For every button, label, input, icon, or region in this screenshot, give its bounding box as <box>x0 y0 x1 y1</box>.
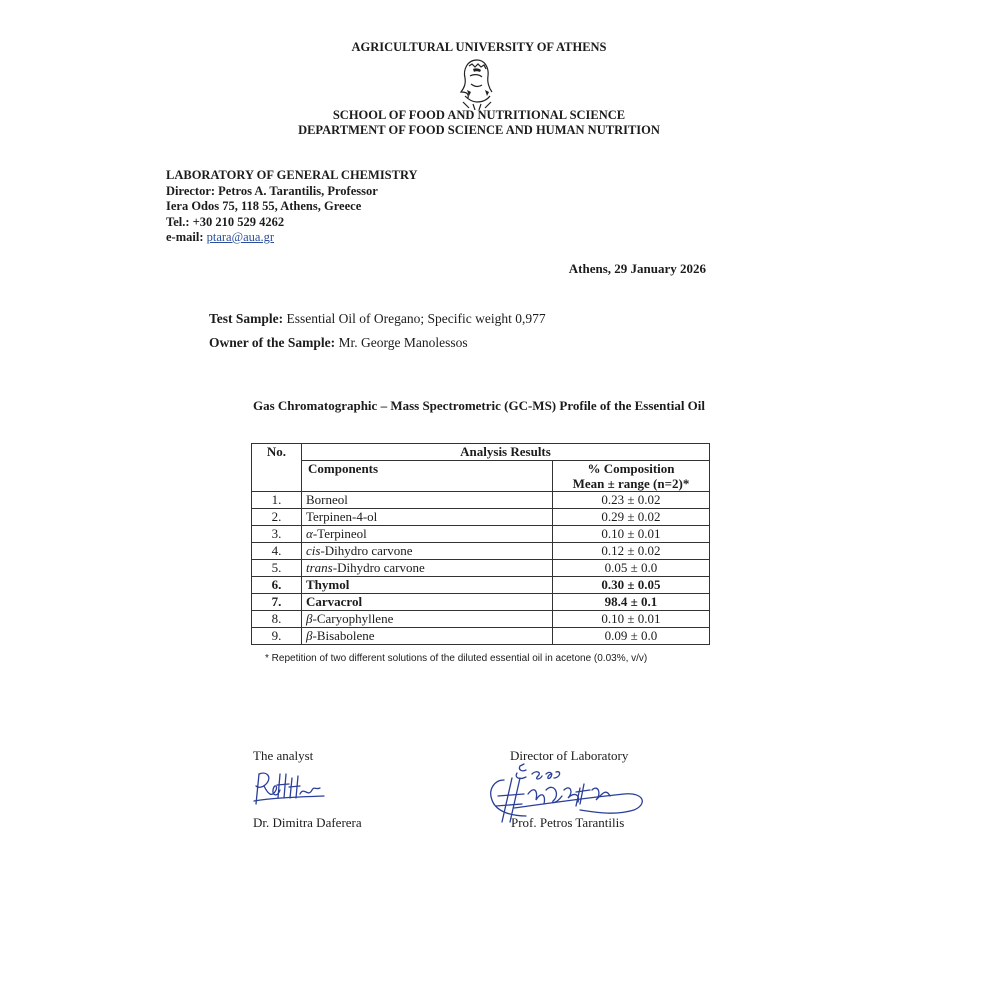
component-name <box>302 560 553 577</box>
row-number: 9. <box>252 628 302 645</box>
component-label: -Caryophyllene <box>312 611 394 626</box>
component-label: -Dihydro carvone <box>320 543 413 558</box>
component-name <box>302 492 553 509</box>
component-label: -Terpineol <box>312 526 367 541</box>
component-label: Borneol <box>306 492 348 507</box>
component-name <box>302 509 553 526</box>
analyst-role: The analyst <box>253 748 314 763</box>
component-label: Terpinen-4-ol <box>306 509 378 524</box>
composition-sublabel: Mean ± range (n=2)* <box>572 476 690 491</box>
col-no-header: No. <box>252 444 302 492</box>
row-number: 2. <box>252 509 302 526</box>
table-row <box>252 492 710 509</box>
table-row <box>252 611 710 628</box>
table-header-row <box>252 444 710 461</box>
report-title: Gas Chromatographic – Mass Spectrometric (GC-MS) Profile of the Essential Oil <box>252 398 706 413</box>
owner-value: Mr. George Manolessos <box>335 335 468 350</box>
component-prefix: β <box>306 628 313 643</box>
component-label: Thymol <box>306 577 350 592</box>
results-table <box>251 443 710 645</box>
composition-value: 0.09 ± 0.0 <box>553 628 710 645</box>
composition-label: % Composition <box>587 461 675 476</box>
results-body <box>252 492 710 645</box>
composition-value: 0.29 ± 0.02 <box>553 509 710 526</box>
analysis-results-header: Analysis Results <box>302 444 710 461</box>
table-row <box>252 526 710 543</box>
composition-value: 0.10 ± 0.01 <box>553 526 710 543</box>
component-prefix: cis <box>306 543 321 558</box>
component-prefix: α <box>306 526 313 541</box>
owner-line <box>209 335 468 351</box>
table-row <box>252 577 710 594</box>
component-name <box>302 526 553 543</box>
school-name: SCHOOL OF FOOD AND NUTRITIONAL SCIENCE <box>332 108 626 122</box>
composition-value: 0.23 ± 0.02 <box>553 492 710 509</box>
lab-name: LABORATORY OF GENERAL CHEMISTRY <box>166 168 418 182</box>
table-row <box>252 628 710 645</box>
owner-label: Owner of the Sample: <box>209 335 336 350</box>
lab-email-line <box>166 230 274 246</box>
university-name: AGRICULTURAL UNIVERSITY OF ATHENS <box>351 40 607 54</box>
component-name <box>302 611 553 628</box>
component-name <box>302 543 553 560</box>
table-row <box>252 543 710 560</box>
test-sample-label: Test Sample: <box>209 311 284 326</box>
analyst-name: Dr. Dimitra Daferera <box>253 815 362 830</box>
university-logo <box>455 56 499 110</box>
analyst-signature <box>250 768 330 808</box>
table-footnote: * Repetition of two different solutions of the diluted essential oil in acetone (0.03%, v/v) <box>265 653 648 664</box>
component-prefix: β <box>306 611 313 626</box>
component-label: Carvacrol <box>306 594 363 609</box>
composition-value: 0.12 ± 0.02 <box>553 543 710 560</box>
table-row <box>252 560 710 577</box>
composition-value: 0.30 ± 0.05 <box>553 577 710 594</box>
lab-director: Director: Petros A. Tarantilis, Professor <box>166 184 378 198</box>
test-sample-value: Essential Oil of Oregano; Specific weight 0,977 <box>283 311 546 326</box>
composition-value: 98.4 ± 0.1 <box>553 594 710 611</box>
table-subheader-row <box>252 461 710 492</box>
row-number: 6. <box>252 577 302 594</box>
component-name <box>302 628 553 645</box>
row-number: 5. <box>252 560 302 577</box>
row-number: 7. <box>252 594 302 611</box>
col-components-header: Components <box>302 461 553 492</box>
department-name: DEPARTMENT OF FOOD SCIENCE AND HUMAN NUTRITION <box>298 123 660 137</box>
lab-tel: Tel.: +30 210 529 4262 <box>166 215 285 229</box>
col-composition-header <box>553 461 710 492</box>
component-prefix: trans <box>306 560 333 575</box>
document-date: Athens, 29 January 2026 <box>568 261 706 276</box>
lab-email-link[interactable]: ptara@aua.gr <box>206 230 274 244</box>
component-label: -Bisabolene <box>312 628 375 643</box>
table-row <box>252 594 710 611</box>
row-number: 3. <box>252 526 302 543</box>
composition-value: 0.10 ± 0.01 <box>553 611 710 628</box>
component-name <box>302 577 553 594</box>
lab-email-label: e-mail: <box>166 230 207 244</box>
row-number: 8. <box>252 611 302 628</box>
lab-address: Iera Odos 75, 118 55, Athens, Greece <box>166 199 362 213</box>
test-sample-line <box>209 311 546 327</box>
director-name: Prof. Petros Tarantilis <box>511 815 625 830</box>
director-role: Director of Laboratory <box>510 748 629 763</box>
row-number: 1. <box>252 492 302 509</box>
composition-value: 0.05 ± 0.0 <box>553 560 710 577</box>
row-number: 4. <box>252 543 302 560</box>
component-label: -Dihydro carvone <box>332 560 425 575</box>
component-name <box>302 594 553 611</box>
table-row <box>252 509 710 526</box>
